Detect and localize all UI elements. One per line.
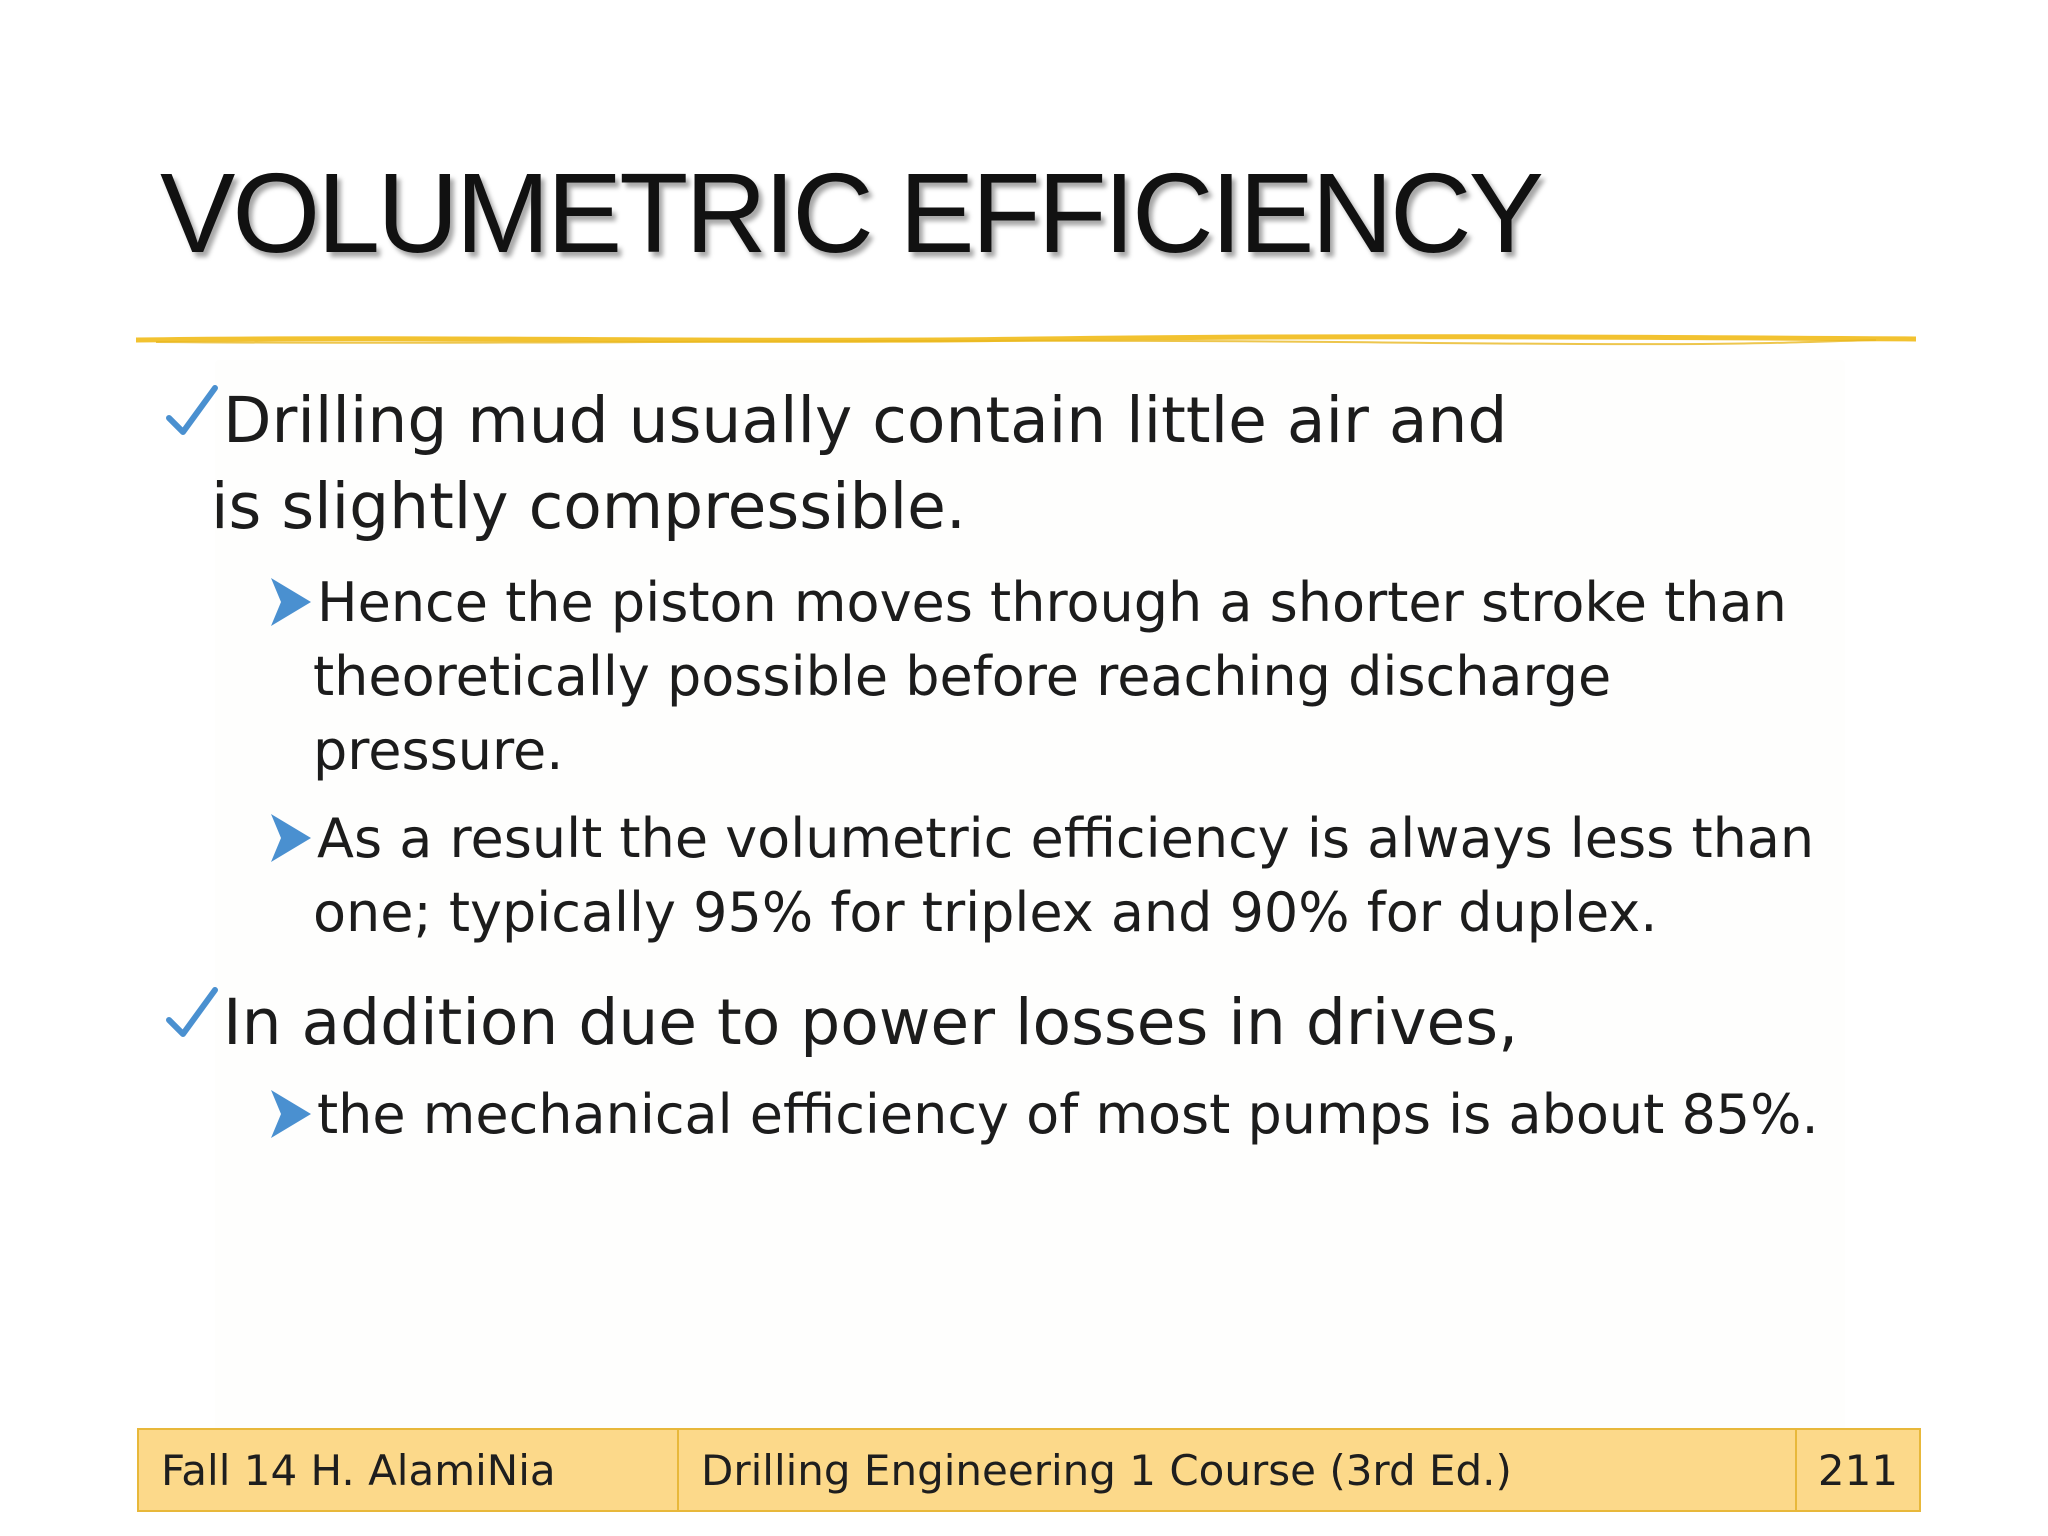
subbullet-text-line: Hence the piston moves through a shorter stroke than	[317, 571, 1787, 634]
subbullet-text-line: the mechanical efficiency of most pumps is about 85%.	[317, 1083, 1819, 1146]
arrowhead-icon	[265, 802, 315, 872]
bullet-item	[163, 378, 1507, 550]
footer-page-number: 211	[1817, 1445, 1899, 1495]
checkmark-icon	[163, 980, 223, 1050]
arrowhead-icon	[265, 1078, 315, 1148]
subbullet-text-line: As a result the volumetric efficiency is always less than	[317, 807, 1815, 870]
subbullet-text-line: one; typically 95% for triplex and 90% for duplex.	[313, 881, 1658, 944]
arrowhead-icon	[265, 566, 315, 636]
subbullet-text-line: theoretically possible before reaching discharge	[313, 645, 1612, 708]
footer-course: Drilling Engineering 1 Course (3rd Ed.)	[679, 1430, 1797, 1510]
footer-author: Fall 14 H. AlamiNia	[139, 1430, 679, 1510]
bullet-text-line: In addition due to power losses in drives,	[223, 986, 1519, 1059]
slide-title: VOLUMETRIC EFFICIENCY	[160, 150, 1542, 276]
subbullet-item	[265, 1078, 1819, 1152]
subbullet-item	[265, 566, 1787, 788]
subbullet-item	[265, 802, 1814, 950]
subbullet-text-line: pressure.	[313, 719, 564, 782]
bullet-item	[163, 980, 1518, 1066]
bullet-text-line: is slightly compressible.	[211, 470, 966, 543]
title-underline	[136, 334, 1916, 348]
checkmark-icon	[163, 378, 223, 448]
slide-footer	[137, 1428, 1921, 1512]
bullet-text-line: Drilling mud usually contain little air and	[223, 384, 1508, 457]
